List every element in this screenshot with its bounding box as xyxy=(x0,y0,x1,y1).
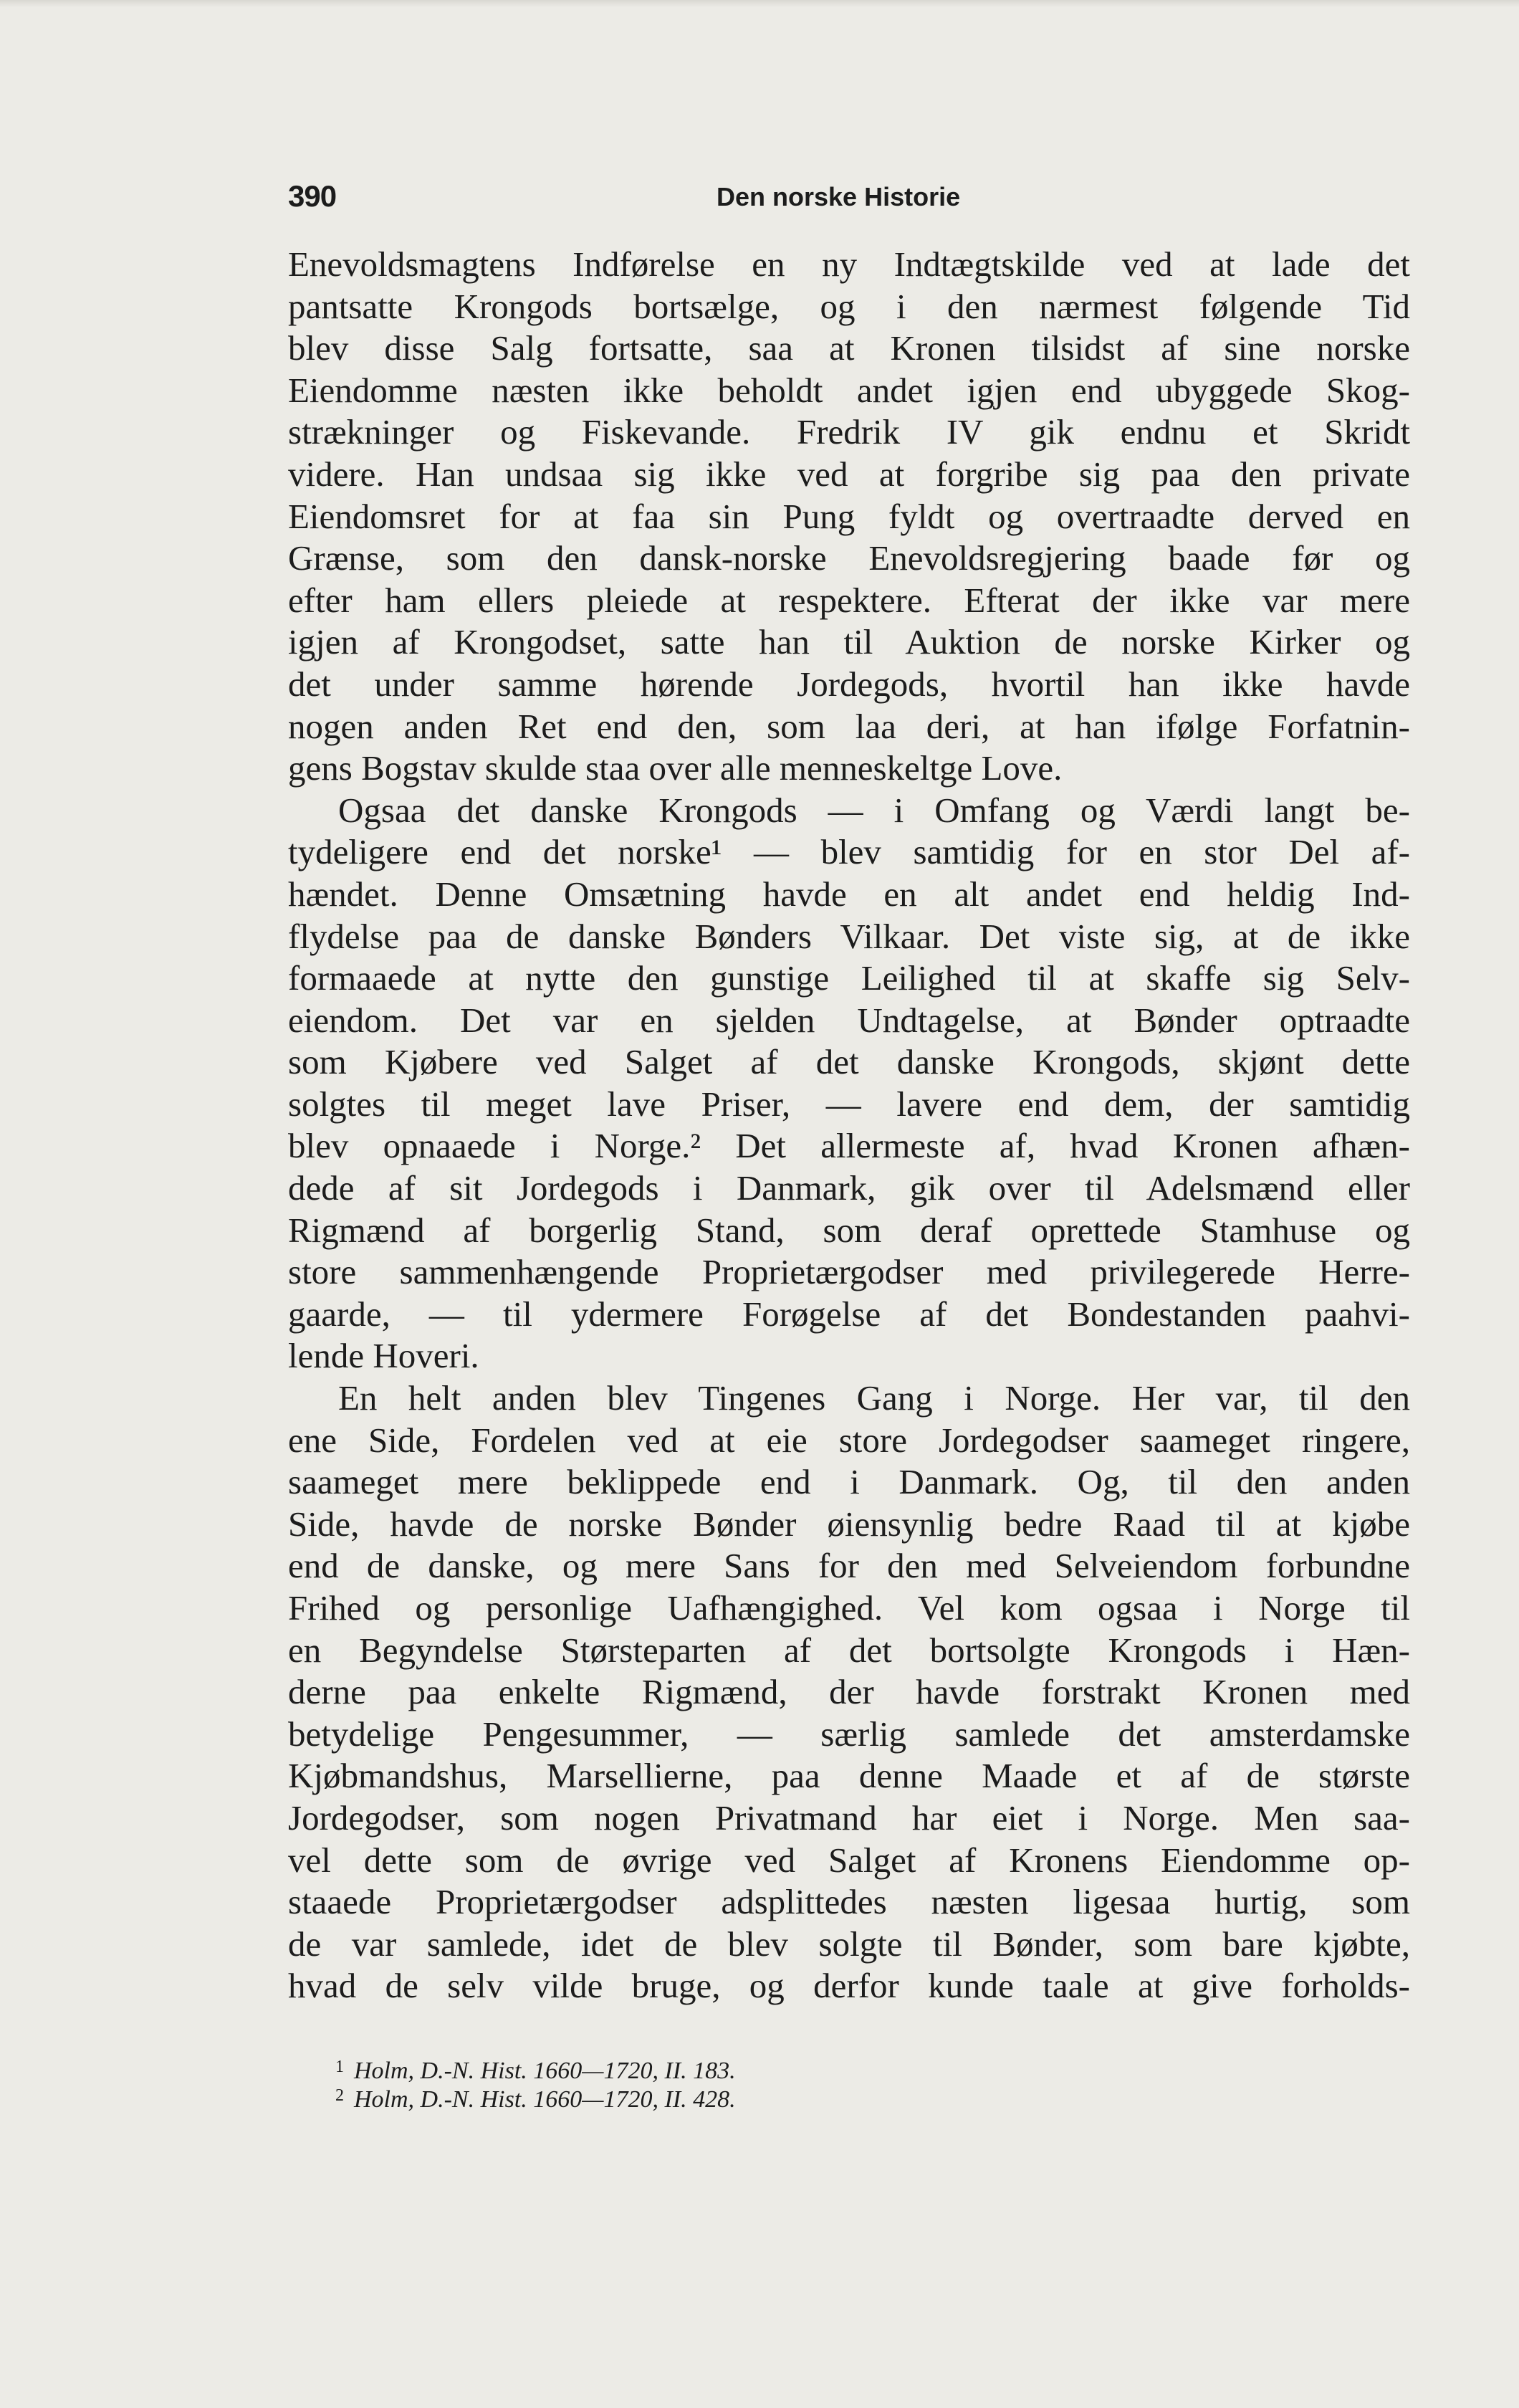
text-line: Eiendomme næsten ikke beholdt andet igjen end ubyggede Skog- xyxy=(288,370,1410,410)
text-line: Eiendomsret for at faa sin Pung fyldt og overtraadte derved en xyxy=(288,496,1410,536)
footnotes xyxy=(288,2057,1410,2114)
text-line: lende Hoveri. xyxy=(288,1336,479,1376)
text-line: betydelige Pengesummer, — særlig samlede det amsterdamske xyxy=(288,1714,1410,1754)
running-head xyxy=(288,179,1410,215)
text-line: som Kjøbere ved Salget af det danske Krongods, skjønt dette xyxy=(288,1042,1410,1082)
text-line: Enevoldsmagtens Indførelse en ny Indtægtskilde ved at lade det xyxy=(288,244,1410,284)
text-line: Frihed og personlige Uafhængighed. Vel kom ogsaa i Norge til xyxy=(288,1588,1410,1628)
text-line: de var samlede, idet de blev solgte til Bønder, som bare kjøbte, xyxy=(288,1924,1410,1964)
text-line: saameget mere beklippede end i Danmark. Og, til den anden xyxy=(288,1462,1410,1502)
footnote-mark: 2 xyxy=(335,2086,344,2105)
text-line: Rigmænd af borgerlig Stand, som deraf oprettede Stamhuse og xyxy=(288,1210,1410,1250)
page-number: 390 xyxy=(288,179,337,213)
text-line: gaarde, — til ydermere Forøgelse af det Bondestanden paahvi- xyxy=(288,1294,1410,1334)
text-line: igjen af Krongodset, satte han til Auktion de norske Kirker og xyxy=(288,622,1410,662)
text-line: vel dette som de øvrige ved Salget af Kronens Eiendomme op- xyxy=(288,1840,1410,1880)
text-line: dede af sit Jordegods i Danmark, gik over til Adelsmænd eller xyxy=(288,1168,1410,1208)
footnote xyxy=(288,2086,1410,2114)
text-line: Ogsaa det danske Krongods — i Omfang og Værdi langt be- xyxy=(338,790,1410,830)
text-line: pantsatte Krongods bortsælge, og i den nærmest følgende Tid xyxy=(288,286,1410,326)
text-line: eiendom. Det var en sjelden Undtagelse, at Bønder optraadte xyxy=(288,1000,1410,1040)
text-line: hvad de selv vilde bruge, og derfor kunde taale at give forholds- xyxy=(288,1966,1410,2006)
footnote-mark: 1 xyxy=(335,2058,344,2076)
text-line: nogen anden Ret end den, som laa deri, at han ifølge Forfatnin- xyxy=(288,706,1410,746)
footnote-text: Holm, D.-N. Hist. 1660—1720, II. 183. xyxy=(354,2058,736,2084)
text-line: store sammenhængende Proprietærgodser med privilegerede Herre- xyxy=(288,1252,1410,1292)
text-line: flydelse paa de danske Bønders Vilkaar. Det viste sig, at de ikke xyxy=(288,916,1410,956)
text-line: tydeligere end det norske¹ — blev samtidig for en stor Del af- xyxy=(288,832,1410,872)
text-line: strækninger og Fiskevande. Fredrik IV gik endnu et Skridt xyxy=(288,412,1410,452)
running-title: Den norske Historie xyxy=(717,182,961,211)
text-line: Grænse, som den dansk-norske Enevoldsregjering baade før og xyxy=(288,538,1410,578)
text-line: hændet. Denne Omsætning havde en alt andet end heldig Ind- xyxy=(288,874,1410,914)
body-text xyxy=(288,244,1410,2007)
page-edge xyxy=(0,0,1519,7)
text-line: blev disse Salg fortsatte, saa at Kronen tilsidst af sine norske xyxy=(288,328,1410,368)
text-line: ene Side, Fordelen ved at eie store Jordegodser saameget ringere, xyxy=(288,1420,1410,1460)
text-line: Jordegodser, som nogen Privatmand har eiet i Norge. Men saa- xyxy=(288,1797,1410,1838)
text-line: derne paa enkelte Rigmænd, der havde forstrakt Kronen med xyxy=(288,1672,1410,1712)
text-line: blev opnaaede i Norge.² Det allermeste af, hvad Kronen afhæn- xyxy=(288,1126,1410,1166)
text-line: efter ham ellers pleiede at respektere. Efterat der ikke var mere xyxy=(288,580,1410,620)
text-line: Kjøbmandshus, Marsellierne, paa denne Maade et af de største xyxy=(288,1756,1410,1796)
text-line: solgtes til meget lave Priser, — lavere end dem, der samtidig xyxy=(288,1084,1410,1124)
text-line: staaede Proprietærgodser adsplittedes næsten ligesaa hurtig, som xyxy=(288,1882,1410,1922)
text-line: en Begyndelse Størsteparten af det bortsolgte Krongods i Hæn- xyxy=(288,1630,1410,1670)
text-line: gens Bogstav skulde staa over alle menneskeltge Love. xyxy=(288,748,1063,788)
text-line: En helt anden blev Tingenes Gang i Norge. Her var, til den xyxy=(338,1378,1410,1418)
text-line: det under samme hørende Jordegods, hvortil han ikke havde xyxy=(288,664,1410,704)
text-line: end de danske, og mere Sans for den med Selveiendom forbundne xyxy=(288,1546,1410,1586)
text-line: Side, havde de norske Bønder øiensynlig bedre Raad til at kjøbe xyxy=(288,1504,1410,1544)
footnote-text: Holm, D.-N. Hist. 1660—1720, II. 428. xyxy=(354,2086,736,2113)
text-line: formaaede at nytte den gunstige Leilighed til at skaffe sig Selv- xyxy=(288,958,1410,998)
footnote xyxy=(288,2057,1410,2086)
text-line: videre. Han undsaa sig ikke ved at forgribe sig paa den private xyxy=(288,454,1410,494)
